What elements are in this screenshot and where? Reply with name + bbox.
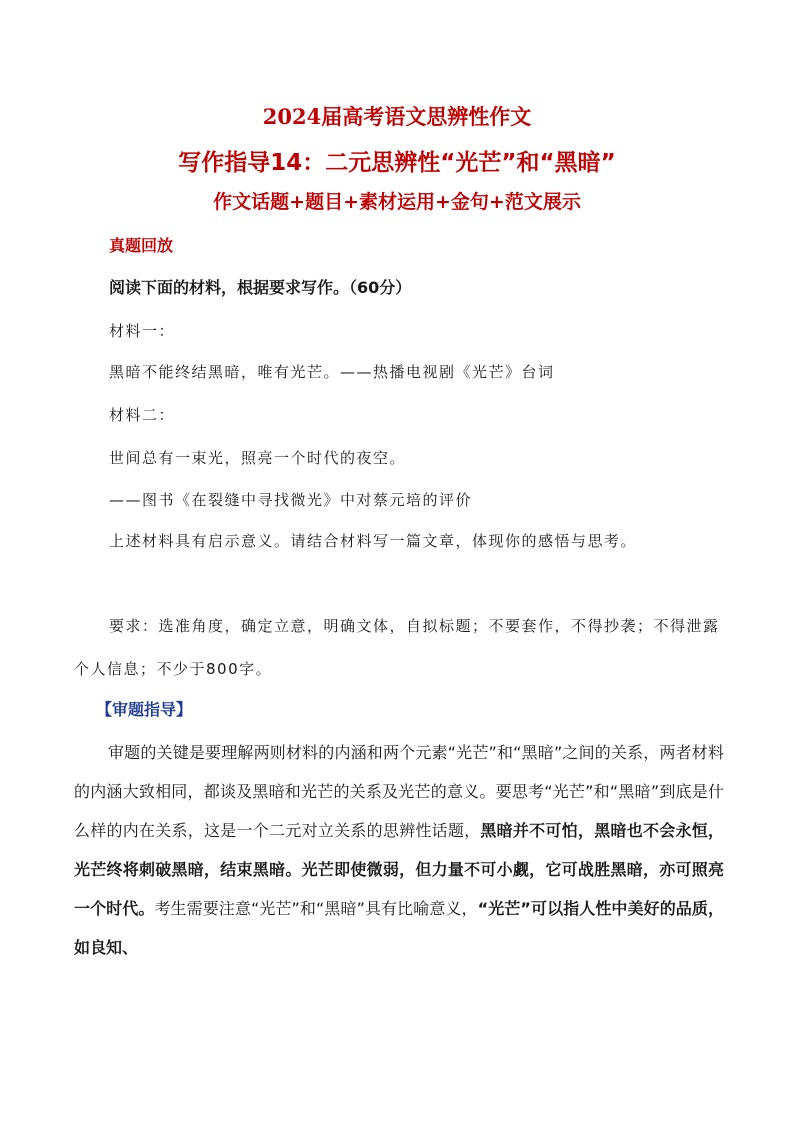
material2-label: 材料二：: [109, 406, 176, 424]
material1-text: 黑暗不能终结黑暗，唯有光芒。——热播电视剧《光芒》台词: [109, 363, 555, 381]
analysis-text-c: 考生需要注意“光芒”和“黑暗”具有比喻意义，: [154, 899, 478, 918]
material2-source: ——图书《在裂缝中寻找微光》中对蔡元培的评价: [109, 491, 473, 509]
analysis-text-a: 审题的关键是要理解两则材料的内涵和两个元素“光芒”和“黑暗”之间的关系，两者材料的内涵大致相同，都谈及黑暗和光芒的关系及光芒的意义。要思考“光芒”和“黑暗”到底是什么样的内在关系，这是一个二元对立关系的思辨性话题，: [74, 743, 724, 840]
analysis-paragraph: [74, 733, 724, 967]
document-title: 2024届高考语文思辨性作文: [262, 104, 532, 129]
instruction-text: 阅读下面的材料，根据要求写作。（60分）: [109, 278, 412, 297]
material2-text: 世间总有一束光，照亮一个时代的夜空。: [109, 449, 407, 467]
analysis-text-b: 黑暗并不可怕，黑暗也不会永恒，光芒终将刺破黑暗，结束黑暗。光芒即使微弱，但力量不可小觑，它可战胜黑暗，亦可照亮一个时代。: [74, 821, 724, 918]
analysis-heading: 【审题指导】: [96, 700, 193, 719]
section-heading: 真题回放: [109, 236, 174, 255]
document-tagline: 作文话题+题目+素材运用+金句+范文展示: [213, 191, 581, 213]
analysis-text-d: “光芒”可以指人性中美好的品质，如良知、: [74, 899, 724, 957]
material1-label: 材料一：: [109, 322, 176, 340]
requirements-paragraph: 要求：选准角度，确定立意，明确文体，自拟标题；不要套作，不得抄袭；不得泄露个人信息；不少于800字。: [74, 617, 720, 678]
prompt-paragraph: 上述材料具有启示意义。请结合材料写一篇文章，体现你的感悟与思考。: [109, 532, 638, 550]
document-subtitle: 写作指导14：二元思辨性“光芒”和“黑暗”: [178, 150, 616, 176]
